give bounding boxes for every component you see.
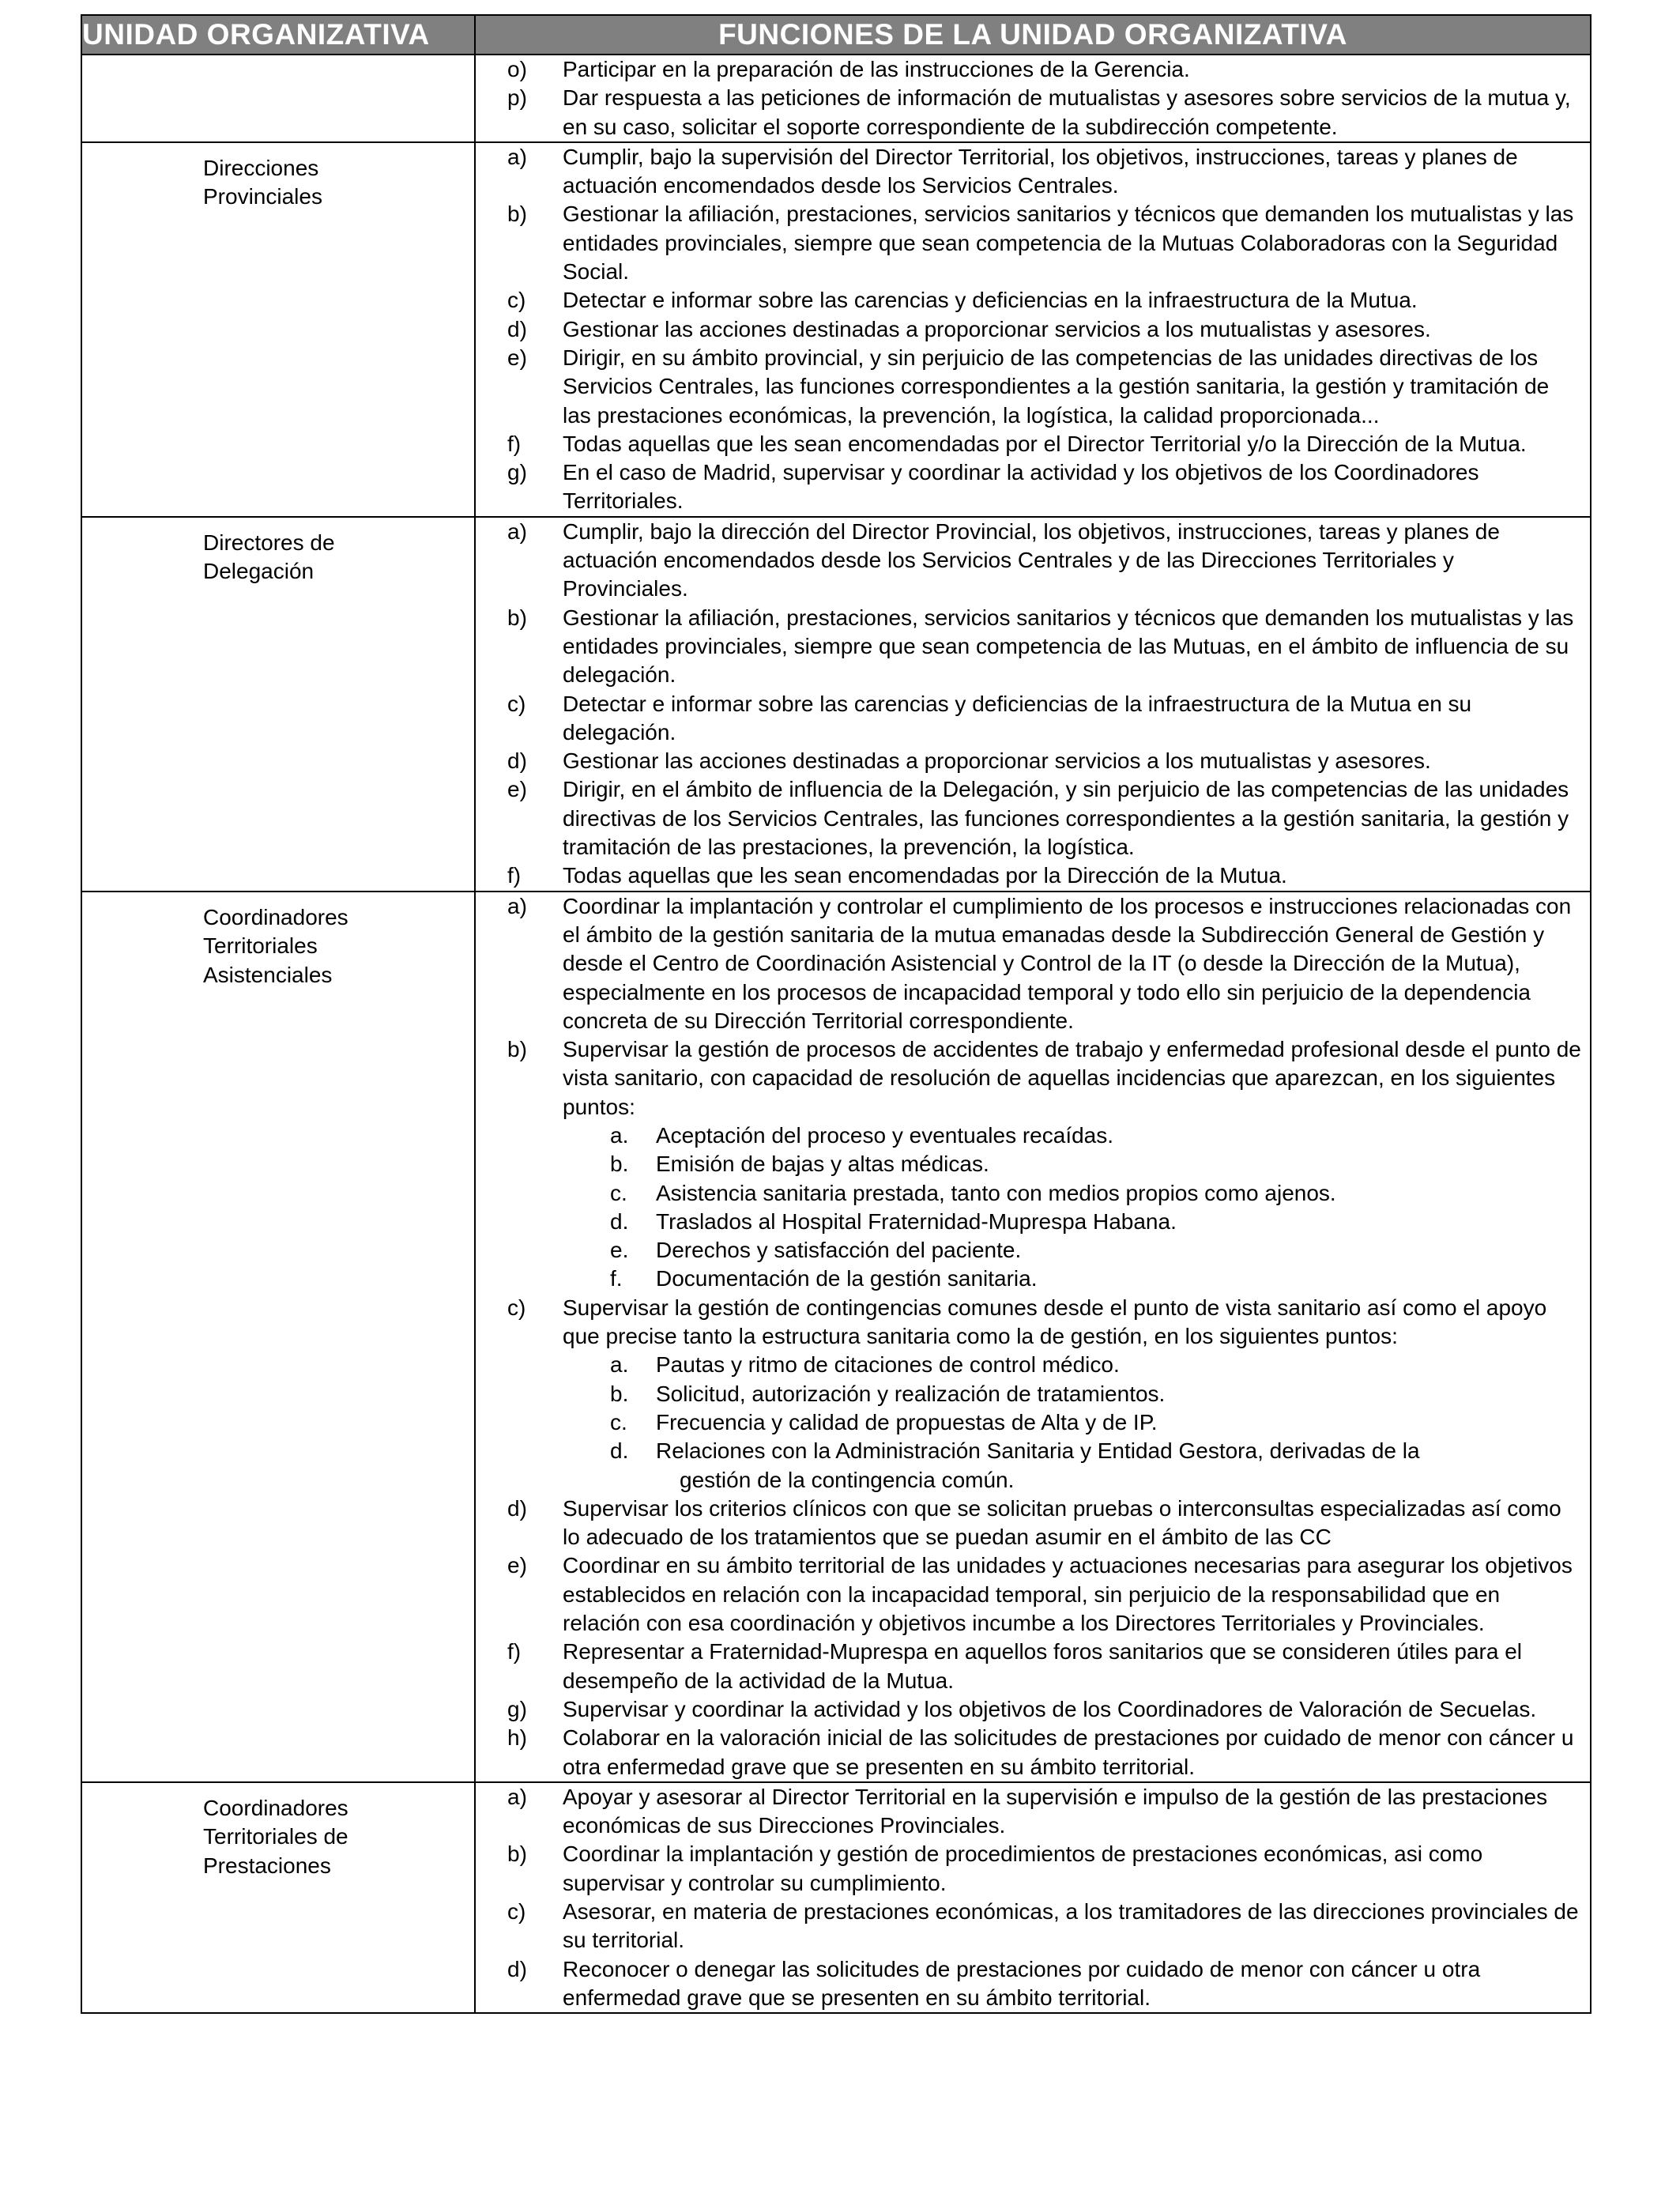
table-row (81, 1782, 1591, 2013)
unit-name-cell (81, 55, 475, 142)
function-item-label: c) (507, 1899, 526, 1924)
function-item (476, 200, 1590, 286)
function-item (476, 315, 1590, 344)
function-item-text: Apoyar y asesorar al Director Territorial en la supervisión e impulso de la gestión de las prestaciones económicas de sus Direcciones Provinciales. (563, 1784, 1548, 1838)
function-item (476, 1638, 1590, 1695)
function-item-text: Gestionar las acciones destinadas a proporcionar servicios a los mutualistas y asesores. (563, 316, 1431, 341)
unit-name-cell (81, 892, 475, 1782)
function-subitem (476, 1208, 1590, 1236)
function-item (476, 84, 1590, 141)
function-item-label: g) (507, 1696, 527, 1721)
function-item-label: d) (507, 1495, 527, 1521)
function-subitem-label: c. (610, 1180, 627, 1205)
function-item-label: f) (507, 1639, 522, 1664)
function-subitem (476, 1122, 1590, 1150)
function-item (476, 1955, 1590, 2013)
table-row (81, 892, 1591, 1782)
functions-cell (475, 55, 1591, 142)
function-subitem-label: a. (610, 1122, 629, 1148)
unit-name-line: Delegación (203, 559, 315, 584)
function-subitem (476, 1437, 1590, 1495)
function-item-label: a) (507, 1784, 527, 1809)
function-item-text: Dirigir, en su ámbito provincial, y sin perjuicio de las competencias de las unidades directivas de los Servicios Centrales, las funciones correspondientes a la gestión sanitaria, la gestión y tramitación de las prestaciones económicas, la prevención, la logística, la calidad proporcionada... (563, 345, 1550, 428)
function-item-label: e) (507, 345, 527, 370)
function-item-label: f) (507, 431, 522, 456)
function-item-text: Colaborar en la valoración inicial de las solicitudes de prestaciones por cuidado de menor con cáncer u otra enfermedad grave que se presenten en su ámbito territorial. (563, 1725, 1574, 1779)
function-item-label: b) (507, 202, 527, 227)
function-subitem-label: b. (610, 1152, 629, 1177)
functions-table (81, 14, 1591, 2014)
function-item-text: Supervisar la gestión de contingencias comunes desde el punto de vista sanitario así como el apoyo que precise tanto la estructura sanitaria como la de gestión, en los siguientes puntos: (563, 1295, 1547, 1349)
functions-cell (475, 517, 1591, 892)
function-item (476, 518, 1590, 604)
function-subitem-text: Derechos y satisfacción del paciente. (656, 1238, 1022, 1263)
function-subitem-text: Asistencia sanitaria prestada, tanto con medios propios como ajenos. (656, 1180, 1336, 1205)
function-item-text: Dirigir, en el ámbito de influencia de la Delegación, y sin perjuicio de las competencias de las unidades directivas de los Servicios Centrales, las funciones correspondientes a la gestión sanitaria, la gestión y tramitación de las prestaciones, la prevención, la logística. (563, 777, 1569, 860)
function-item (476, 1840, 1590, 1898)
function-item-label: b) (507, 1037, 527, 1062)
function-subitem-text: Traslados al Hospital Fraternidad-Muprespa Habana. (656, 1208, 1177, 1234)
function-item-label: e) (507, 777, 527, 802)
table-body (81, 55, 1591, 2013)
function-item-text: En el caso de Madrid, supervisar y coordinar la actividad y los objetivos de los Coordinadores Territoriales. (563, 460, 1479, 514)
function-subitem-text: Aceptación del proceso y eventuales recaídas. (656, 1122, 1114, 1148)
unit-name-cell (81, 1782, 475, 2013)
function-item-label: d) (507, 316, 527, 341)
function-item-label: p) (507, 85, 527, 111)
functions-cell (475, 892, 1591, 1782)
function-subitem-label: b. (610, 1381, 629, 1406)
function-subitem-text: Documentación de la gestión sanitaria. (656, 1266, 1038, 1291)
function-subitem-text: Solicitud, autorización y realización de tratamientos. (656, 1381, 1166, 1406)
function-subitem (476, 1380, 1590, 1408)
function-item (476, 458, 1590, 516)
function-item-text: Gestionar la afiliación, prestaciones, servicios sanitarios y técnicos que demanden los mutualistas y las entidades provinciales, siempre que sean competencia de la Mutuas Colaboradoras con la Seguridad Social. (563, 202, 1574, 285)
function-item (476, 286, 1590, 315)
function-item (476, 1495, 1590, 1552)
table-row (81, 517, 1591, 892)
function-item-label: h) (507, 1725, 527, 1751)
function-subitem-text: Emisión de bajas y altas médicas. (656, 1152, 989, 1177)
function-subitem (476, 1408, 1590, 1437)
header-functions-column: FUNCIONES DE LA UNIDAD ORGANIZATIVA (475, 15, 1591, 55)
function-item-label: e) (507, 1553, 527, 1578)
function-item-label: g) (507, 460, 527, 485)
function-subitem-label: d. (610, 1438, 629, 1464)
unit-name-line: Asistenciales (203, 962, 333, 987)
unit-name-line: Directores de (203, 530, 335, 555)
function-item (476, 1783, 1590, 1841)
function-item-label: d) (507, 748, 527, 774)
function-item-label: d) (507, 1956, 527, 1981)
function-item-label: b) (507, 1842, 527, 1867)
unit-name-line: Prestaciones (203, 1853, 331, 1878)
unit-name-cell (81, 142, 475, 517)
unit-name-line: Coordinadores (203, 1795, 348, 1820)
function-item-text: Detectar e informar sobre las carencias y deficiencias de la infraestructura de la Mutua en su delegación. (563, 691, 1472, 745)
unit-name-line: Territoriales (203, 933, 318, 959)
function-item-label: a) (507, 144, 527, 169)
unit-name-line: Direcciones (203, 155, 319, 180)
function-item (476, 1551, 1590, 1638)
function-item-label: c) (507, 288, 526, 313)
function-item (476, 775, 1590, 861)
function-subitem (476, 1179, 1590, 1208)
function-item (476, 430, 1590, 458)
function-item (476, 604, 1590, 690)
function-subitem (476, 1236, 1590, 1265)
function-item-text: Coordinar la implantación y gestión de procedimientos de prestaciones económicas, asi como supervisar y controlar su cumplimiento. (563, 1842, 1483, 1895)
function-subitem-label: e. (610, 1238, 629, 1263)
function-subitem-text: Pautas y ritmo de citaciones de control médico. (656, 1352, 1120, 1378)
function-item-label: c) (507, 1295, 526, 1320)
function-subitem-text: Frecuencia y calidad de propuestas de Alta y de IP. (656, 1409, 1158, 1434)
function-item-label: a) (507, 893, 527, 918)
function-item (476, 55, 1590, 84)
function-item-text: Dar respuesta a las peticiones de información de mutualistas y asesores sobre servicios de la mutua y, en su caso, solicitar el soporte correspondiente de la subdirección competente. (563, 85, 1571, 139)
function-item (476, 690, 1590, 748)
function-item-text: Todas aquellas que les sean encomendadas por el Director Territorial y/o la Dirección de la Mutua. (563, 431, 1527, 456)
function-item-text: Reconocer o denegar las solicitudes de prestaciones por cuidado de menor con cáncer u otra enfermedad grave que se presenten en su ámbito territorial. (563, 1956, 1481, 2010)
table-header-row (81, 15, 1591, 55)
unit-name-cell (81, 517, 475, 892)
function-item (476, 892, 1590, 1035)
function-item-label: b) (507, 605, 527, 630)
functions-cell (475, 1782, 1591, 2013)
function-subitem-label: f. (610, 1266, 623, 1291)
function-item (476, 747, 1590, 775)
function-item-text: Supervisar y coordinar la actividad y los objetivos de los Coordinadores de Valoración de Secuelas. (563, 1696, 1537, 1721)
function-item-label: a) (507, 518, 527, 544)
function-subitem-text: Relaciones con la Administración Sanitaria y Entidad Gestora, derivadas de la (656, 1438, 1420, 1464)
function-item-text: Detectar e informar sobre las carencias y deficiencias en la infraestructura de la Mutua. (563, 288, 1418, 313)
function-subitem (476, 1265, 1590, 1293)
function-subitem-label: a. (610, 1352, 629, 1378)
function-item (476, 861, 1590, 890)
header-unit-column: UNIDAD ORGANIZATIVA (81, 15, 475, 55)
function-item-text: Supervisar la gestión de procesos de accidentes de trabajo y enfermedad profesional desde el punto de vista sanitario, con capacidad de resolución de aquellas incidencias que aparezcan, en los siguientes puntos: (563, 1037, 1581, 1119)
unit-name-line: Territoriales de (203, 1824, 348, 1849)
function-item-text: Coordinar en su ámbito territorial de las unidades y actuaciones necesarias para asegurar los objetivos establecidos en relación con la incapacidad temporal, sin perjuicio de la responsabilidad que en relación con esa coordinación y objetivos incumbe a los Directores Territoriales y Provinciales. (563, 1553, 1573, 1636)
function-subitem (476, 1150, 1590, 1178)
function-subitem-label: d. (610, 1208, 629, 1234)
function-item-text: Asesorar, en materia de prestaciones económicas, a los tramitadores de las direcciones provinciales de su territorial. (563, 1899, 1579, 1953)
function-subitem (476, 1351, 1590, 1379)
function-item (476, 143, 1590, 201)
function-item-text: Coordinar la implantación y controlar el cumplimiento de los procesos e instrucciones relacionadas con el ámbito de la gestión sanitaria de la mutua emanadas desde la Subdirección General de Gestión y desde el Centro de Coordinación Asistencial y Control de la IT (o desde la Dirección de la Mutua), especialmente en los procesos de incapacidad temporal y todo ello sin perjuicio de la dependencia concreta de su Dirección Territorial correspondiente. (563, 893, 1572, 1033)
function-subitem-label: c. (610, 1409, 627, 1434)
function-item-text: Cumplir, bajo la dirección del Director Provincial, los objetivos, instrucciones, tareas y planes de actuación encomendados desde los Servicios Centrales y de las Direcciones Territoriales y Provinciales. (563, 518, 1500, 601)
function-subitem-continuation: gestión de la contingencia común. (680, 1467, 1015, 1492)
function-item (476, 1294, 1590, 1351)
function-item-text: Cumplir, bajo la supervisión del Director Territorial, los objetivos, instrucciones, tareas y planes de actuación encomendados desde los Servicios Centrales. (563, 144, 1518, 198)
function-item-label: c) (507, 691, 526, 716)
function-item-text: Representar a Fraternidad-Muprespa en aquellos foros sanitarios que se consideren útiles para el desempeño de la actividad de la Mutua. (563, 1639, 1523, 1693)
function-item-text: Gestionar las acciones destinadas a proporcionar servicios a los mutualistas y asesores. (563, 748, 1431, 774)
function-item-text: Todas aquellas que les sean encomendadas por la Dirección de la Mutua. (563, 863, 1287, 888)
function-item-text: Gestionar la afiliación, prestaciones, servicios sanitarios y técnicos que demanden los mutualistas y las entidades provinciales, siempre que sean competencia de las Mutuas, en el ámbito de influencia de su delegación. (563, 605, 1574, 688)
function-item (476, 344, 1590, 430)
function-item-label: f) (507, 863, 522, 888)
functions-cell (475, 142, 1591, 517)
function-item-text: Supervisar los criterios clínicos con que se solicitan pruebas o interconsultas especializadas así como lo adecuado de los tratamientos que se puedan asumir en el ámbito de las CC (563, 1495, 1561, 1550)
function-item (476, 1898, 1590, 1955)
unit-name-line: Coordinadores (203, 904, 348, 929)
table-row (81, 55, 1591, 142)
table-row (81, 142, 1591, 517)
unit-name-line: Provinciales (203, 184, 322, 209)
function-item (476, 1035, 1590, 1122)
function-item (476, 1695, 1590, 1724)
function-item-label: o) (507, 57, 527, 81)
function-item-text: Participar en la preparación de las instrucciones de la Gerencia. (563, 57, 1190, 81)
function-item (476, 1724, 1590, 1781)
